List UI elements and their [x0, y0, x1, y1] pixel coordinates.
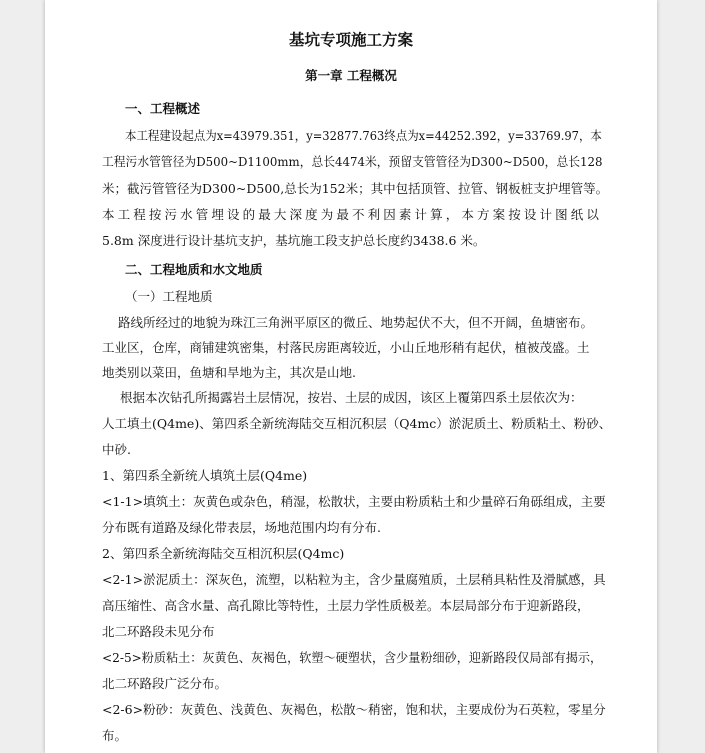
justified-char: 埋 [211, 207, 224, 222]
justified-char: 的 [242, 207, 256, 222]
paragraph-line: 本工程建设起点为x=43979.351，y=32877.763终点为x=44252.392，y=33769.97，本 [125, 128, 602, 143]
list-item: <1-1>填筑土：灰黄色或杂色，稍湿，松散状，主要由粉质粘土和少量碎石角砾组成，主要 [102, 494, 606, 509]
justified-char: ， [445, 207, 459, 222]
justified-char: 大 [273, 207, 287, 222]
justified-char: 算 [430, 207, 443, 222]
justified-char: 本 [461, 207, 474, 222]
list-item: <2-5>粉质粘土：灰黄色、灰褐色，软塑～硬塑状，含少量粉细砂，迎新路段仅局部有揭示， [102, 650, 603, 665]
document-title: 基坑专项施工方案 [288, 30, 413, 49]
paragraph-line: 中砂. [102, 442, 131, 457]
list-item: <2-1>淤泥质土：深灰色，流塑，以粘粒为主，含少量腐殖质，土层稍具粘性及滑腻感，具 [102, 572, 606, 587]
paragraph-line: 地类别以菜田，鱼塘和旱地为主，其次是山地. [102, 365, 356, 380]
justified-char: 按 [148, 207, 162, 222]
section-heading-geology: 二、工程地质和水文地质 [125, 262, 263, 277]
justified-char: 为 [320, 207, 334, 222]
justified-char: 计 [539, 207, 553, 222]
list-item: 分布既有道路及绿化带表层，场地范围内均有分布. [102, 520, 381, 535]
section-heading-overview: 一、工程概述 [125, 101, 201, 116]
justified-char: 管 [195, 207, 209, 222]
list-item: 高压缩性、高含水量、高孔隙比等特性，土层力学性质极差。本层局部分布于迎新路段， [102, 598, 590, 613]
justified-char: 因 [383, 207, 396, 222]
paragraph-line: 人工填土(Q4me)、第四系全新统海陆交互相沉积层（Q4mc）淤泥质土、粉质粘土、粉砂、 [102, 416, 612, 431]
justified-char: 以 [586, 207, 599, 222]
paragraph-line: 工业区，仓库，商铺建筑密集，村落民房距离较近，小山丘地形稍有起伏，植被茂盛。土 [102, 340, 590, 355]
document-page [45, 0, 657, 753]
paragraph-line: 路线所经过的地貌为珠江三角洲平原区的微丘、地势起伏不大，但不开阔，鱼塘密布。 [118, 315, 594, 330]
justified-char: 深 [289, 207, 303, 222]
justified-char: 图 [555, 207, 568, 222]
paragraph-line-justified [102, 207, 599, 223]
list-item: 布。 [102, 728, 128, 743]
paragraph-line: 工程污水管管径为D500~D1100mm，总长4474米，预留支管管径为D300~D500，总长128 [102, 154, 603, 169]
justified-char: 污 [164, 207, 178, 222]
justified-char: 工 [117, 207, 131, 222]
justified-char: 设 [523, 207, 537, 222]
paragraph-line: 米；截污管管径为D300~D500,总长为152米；其中包括顶管、拉管、钢板桩支护埋管等。 [102, 181, 609, 196]
justified-char: 最 [336, 207, 349, 222]
justified-char: 水 [180, 207, 193, 222]
list-item: <2-6>粉砂：灰黄色、浅黄色、灰褐色，松散～稍密，饱和状，主要成份为石英粒，零星分 [102, 702, 606, 717]
justified-char: 计 [414, 207, 428, 222]
paragraph-line: 5.8m 深度进行设计基坑支护，基坑施工段支护总长度约3438.6 米。 [102, 233, 486, 248]
justified-char: 程 [133, 207, 146, 222]
justified-char: 度 [305, 207, 318, 222]
justified-char: 案 [492, 207, 506, 222]
list-item: 1、第四系全新统人填筑土层(Q4me) [102, 468, 308, 483]
justified-char: 不 [352, 207, 365, 222]
paragraph-line: 根据本次钻孔所揭露岩土层情况，按岩、土层的成因，该区上覆第四系土层依次为： [120, 390, 583, 405]
list-item: 北二环路段广泛分布。 [102, 676, 228, 691]
justified-char: 本 [102, 207, 115, 222]
justified-char: 纸 [570, 207, 584, 222]
justified-char: 素 [398, 207, 412, 222]
justified-char: 利 [367, 207, 381, 222]
list-item: 2、第四系全新统海陆交互相沉积层(Q4mc) [102, 546, 345, 561]
list-item: 北二环路段未见分布 [102, 624, 215, 639]
subsection-heading: （一）工程地质 [125, 289, 213, 304]
justified-char: 按 [508, 207, 521, 222]
justified-char: 设 [227, 207, 240, 222]
chapter-heading: 第一章 工程概况 [305, 68, 397, 83]
justified-char: 最 [258, 207, 271, 222]
justified-char: 方 [477, 207, 490, 222]
